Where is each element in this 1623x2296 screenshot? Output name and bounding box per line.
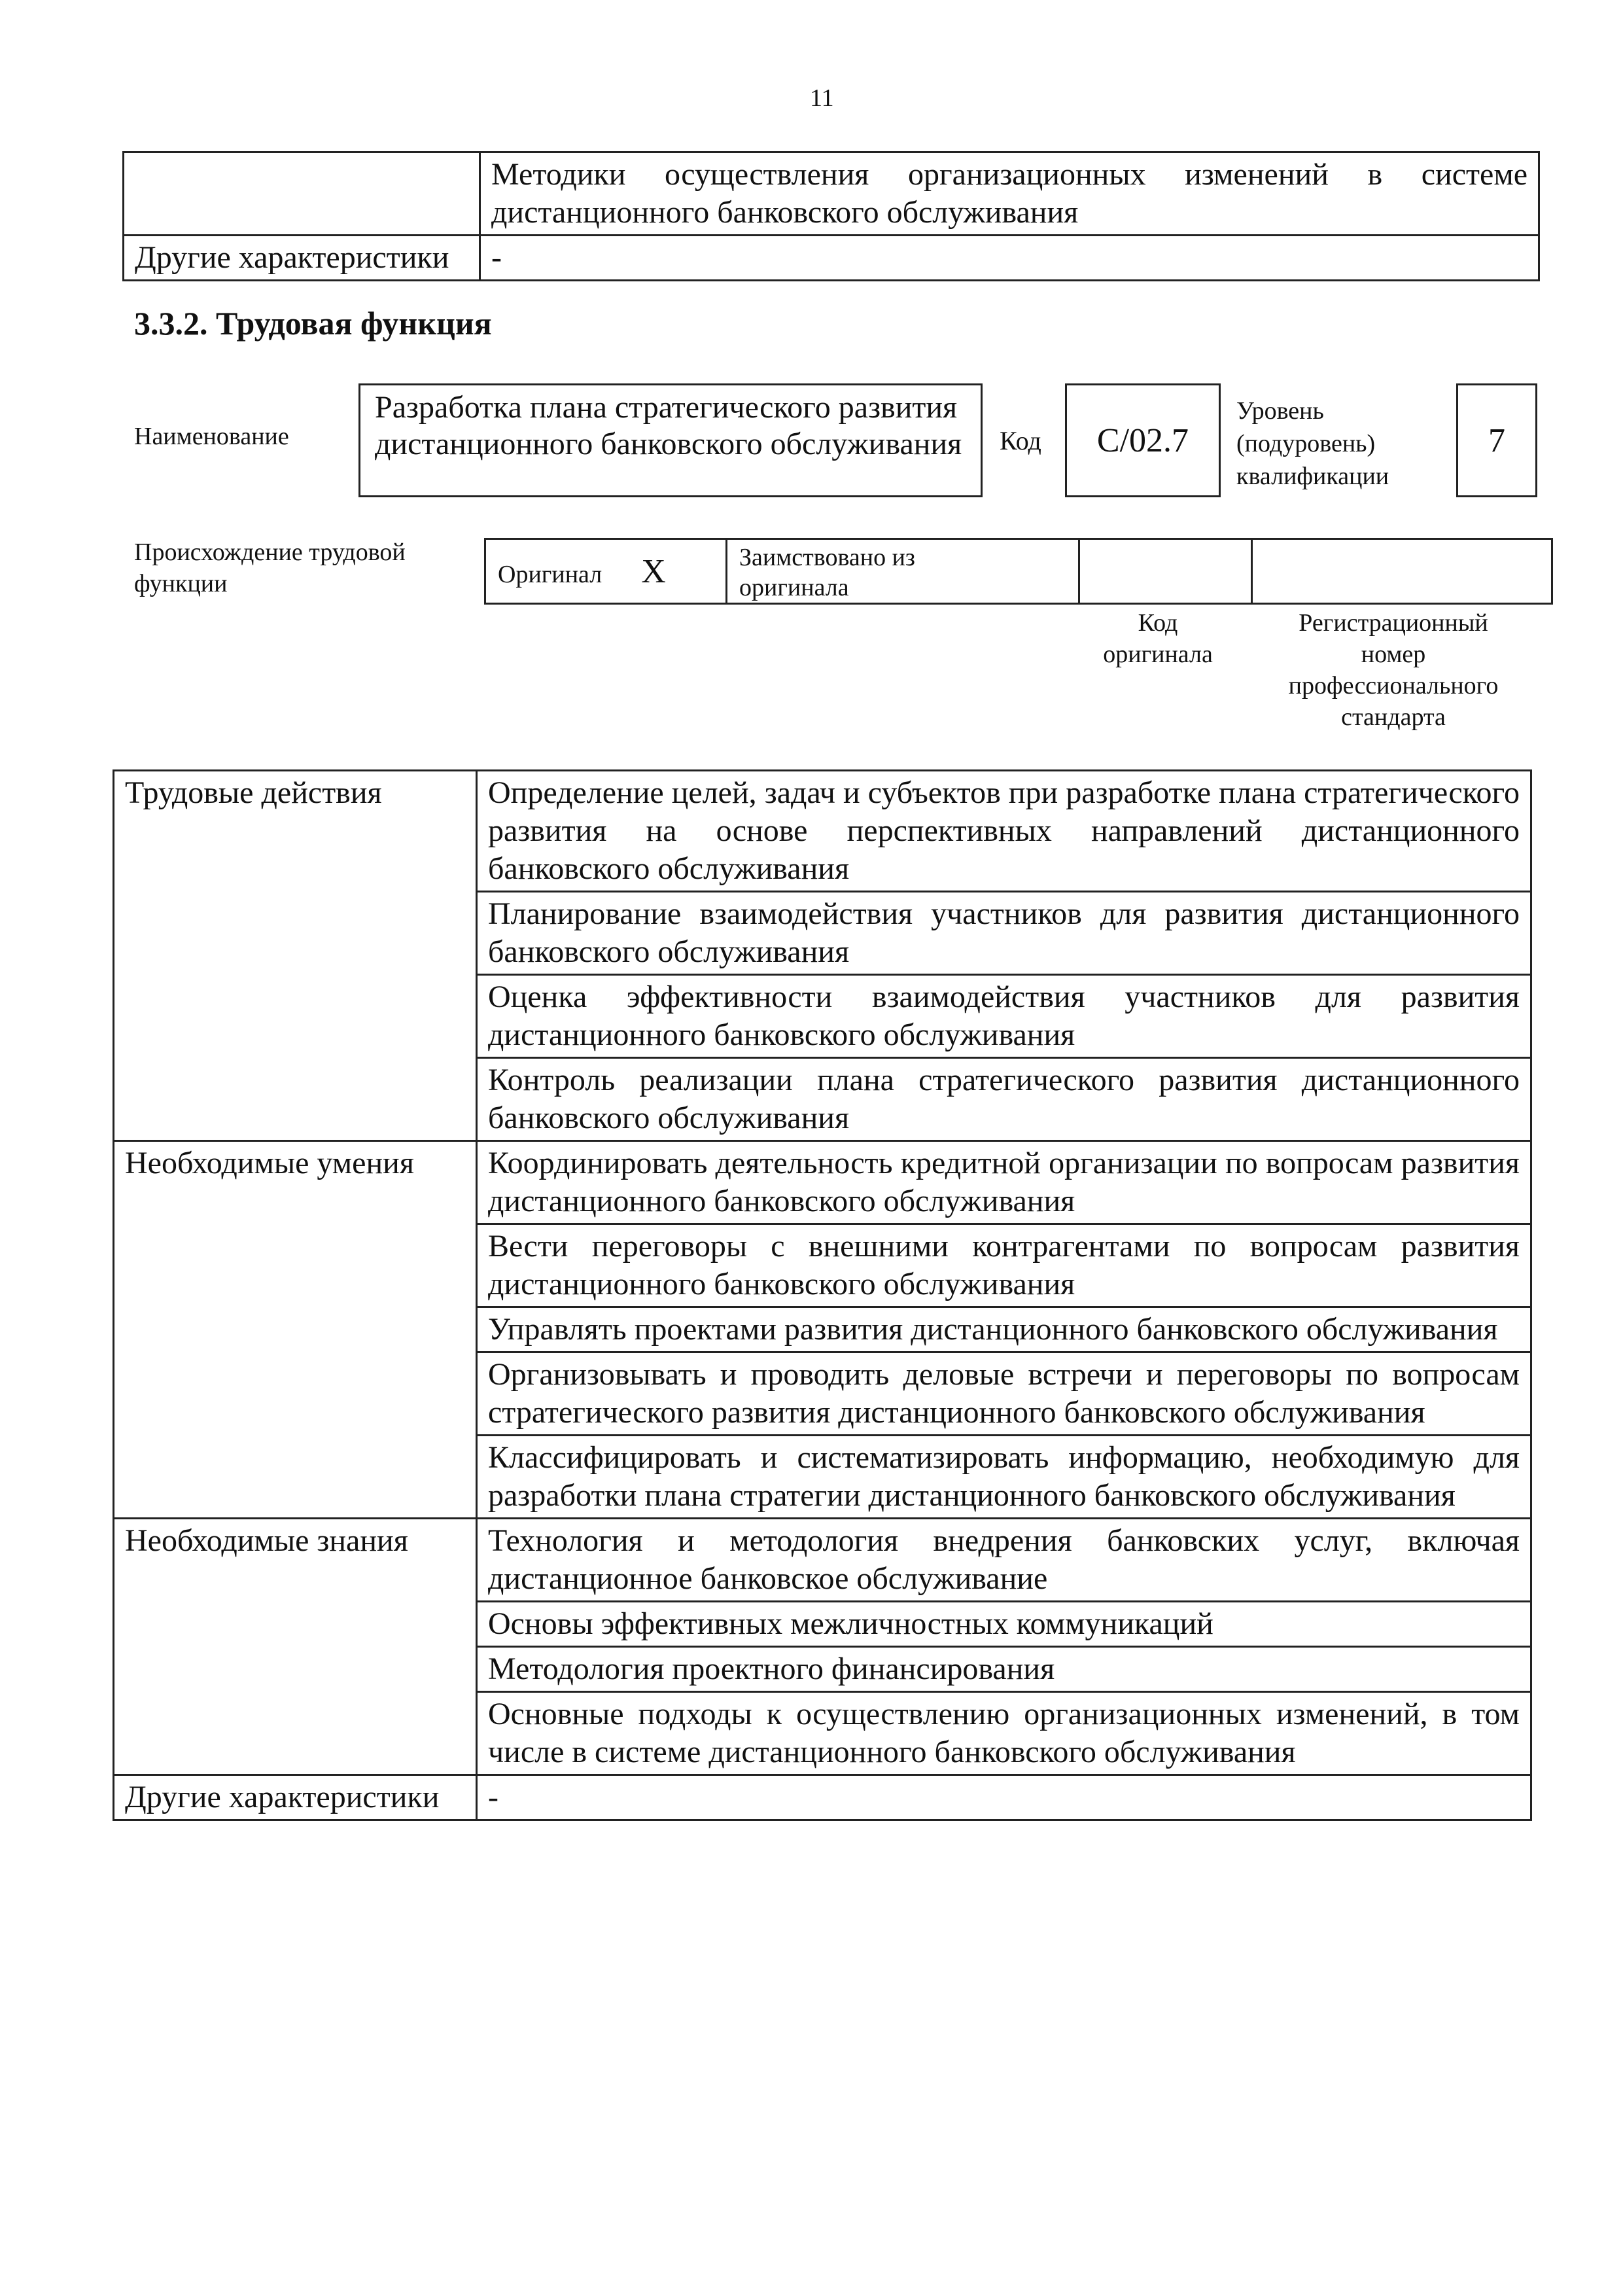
- caption-line: стандарта: [1341, 703, 1446, 731]
- table-cell: Основы эффективных межличностных коммуникаций: [477, 1602, 1531, 1647]
- table-cell: Координировать деятельность кредитной организации по вопросам развития дистанционного банковского обслуживания: [477, 1141, 1531, 1224]
- function-name-box: Разработка плана стратегического развития дистанционного банковского обслуживания: [358, 383, 983, 497]
- table-cell: Планирование взаимодействия участников для развития дистанционного банковского обслуживания: [477, 892, 1531, 975]
- original-code-cell: [1079, 539, 1252, 604]
- row-label-knowledge: Необходимые знания: [114, 1519, 477, 1775]
- caption-line: номер: [1361, 641, 1426, 668]
- table-row: [114, 1519, 1531, 1602]
- level-label-line: (подуровень): [1236, 430, 1376, 457]
- row-label: Другие характеристики: [124, 236, 480, 281]
- row-label-skills: Необходимые умения: [114, 1141, 477, 1519]
- origin-table: [484, 538, 1553, 605]
- table-row: [114, 1775, 1531, 1820]
- page-number: 11: [810, 84, 834, 112]
- registration-number-cell: [1252, 539, 1552, 604]
- original-label: Оригинал: [498, 560, 602, 588]
- table-cell: Оценка эффективности взаимодействия участников для развития дистанционного банковского обслуживания: [477, 975, 1531, 1058]
- original-code-caption: [1073, 607, 1243, 670]
- table-row: [124, 236, 1539, 281]
- table-cell: Вести переговоры с внешними контрагентами по вопросам развития дистанционного банковского обслуживания: [477, 1224, 1531, 1307]
- row-label-actions: Трудовые действия: [114, 771, 477, 1141]
- original-mark: X: [641, 552, 666, 590]
- origin-label-line: функции: [134, 570, 228, 597]
- table-cell: Определение целей, задач и субъектов при разработке плана стратегического развития на основе перспективных направлений дистанционного банковского обслуживания: [477, 771, 1531, 892]
- table-cell: Классифицировать и систематизировать информацию, необходимую для разработки плана стратегии дистанционного банковского обслуживания: [477, 1436, 1531, 1519]
- caption-line: Регистрационный: [1299, 609, 1488, 637]
- row-label-other: Другие характеристики: [114, 1775, 477, 1820]
- level-label-line: квалификации: [1236, 463, 1389, 490]
- level-box: 7: [1456, 383, 1537, 497]
- table-row: [485, 539, 1552, 604]
- code-box: C/02.7: [1065, 383, 1221, 497]
- table-row: [114, 771, 1531, 892]
- name-label: Наименование: [134, 423, 289, 450]
- table-cell: Методики осуществления организационных изменений в системе дистанционного банковского обслуживания: [480, 152, 1539, 236]
- table-cell: Организовывать и проводить деловые встречи и переговоры по вопросам стратегического развития дистанционного банковского обслуживания: [477, 1352, 1531, 1436]
- table-row: [124, 152, 1539, 236]
- table-cell: -: [480, 236, 1539, 281]
- registration-number-caption: [1263, 607, 1524, 733]
- level-label: [1236, 395, 1389, 493]
- table-cell: Основные подходы к осуществлению организационных изменений, в том числе в системе дистанционного банковского обслуживания: [477, 1692, 1531, 1775]
- caption-line: Код: [1138, 609, 1178, 637]
- table-cell: -: [477, 1775, 1531, 1820]
- original-cell: [485, 539, 727, 604]
- code-label: Код: [1000, 426, 1041, 455]
- table-cell: [124, 152, 480, 236]
- level-label-line: Уровень: [1236, 397, 1324, 425]
- origin-label: [134, 537, 406, 599]
- table-row: [114, 1141, 1531, 1224]
- borrowed-label-line: Заимствовано из: [739, 544, 915, 571]
- section-title: 3.3.2. Трудовая функция: [134, 305, 492, 342]
- borrowed-cell: [727, 539, 1079, 604]
- borrowed-label-line: оригинала: [739, 574, 849, 601]
- continuation-table: [122, 151, 1540, 281]
- origin-label-line: Происхождение трудовой: [134, 539, 406, 566]
- table-cell: Управлять проектами развития дистанционного банковского обслуживания: [477, 1307, 1531, 1352]
- table-cell: Контроль реализации плана стратегического развития дистанционного банковского обслуживания: [477, 1058, 1531, 1141]
- caption-line: оригинала: [1103, 641, 1213, 668]
- function-details-table: [113, 769, 1532, 1821]
- table-cell: Технология и методология внедрения банковских услуг, включая дистанционное банковское обслуживание: [477, 1519, 1531, 1602]
- table-cell: Методология проектного финансирования: [477, 1647, 1531, 1692]
- caption-line: профессионального: [1288, 672, 1499, 699]
